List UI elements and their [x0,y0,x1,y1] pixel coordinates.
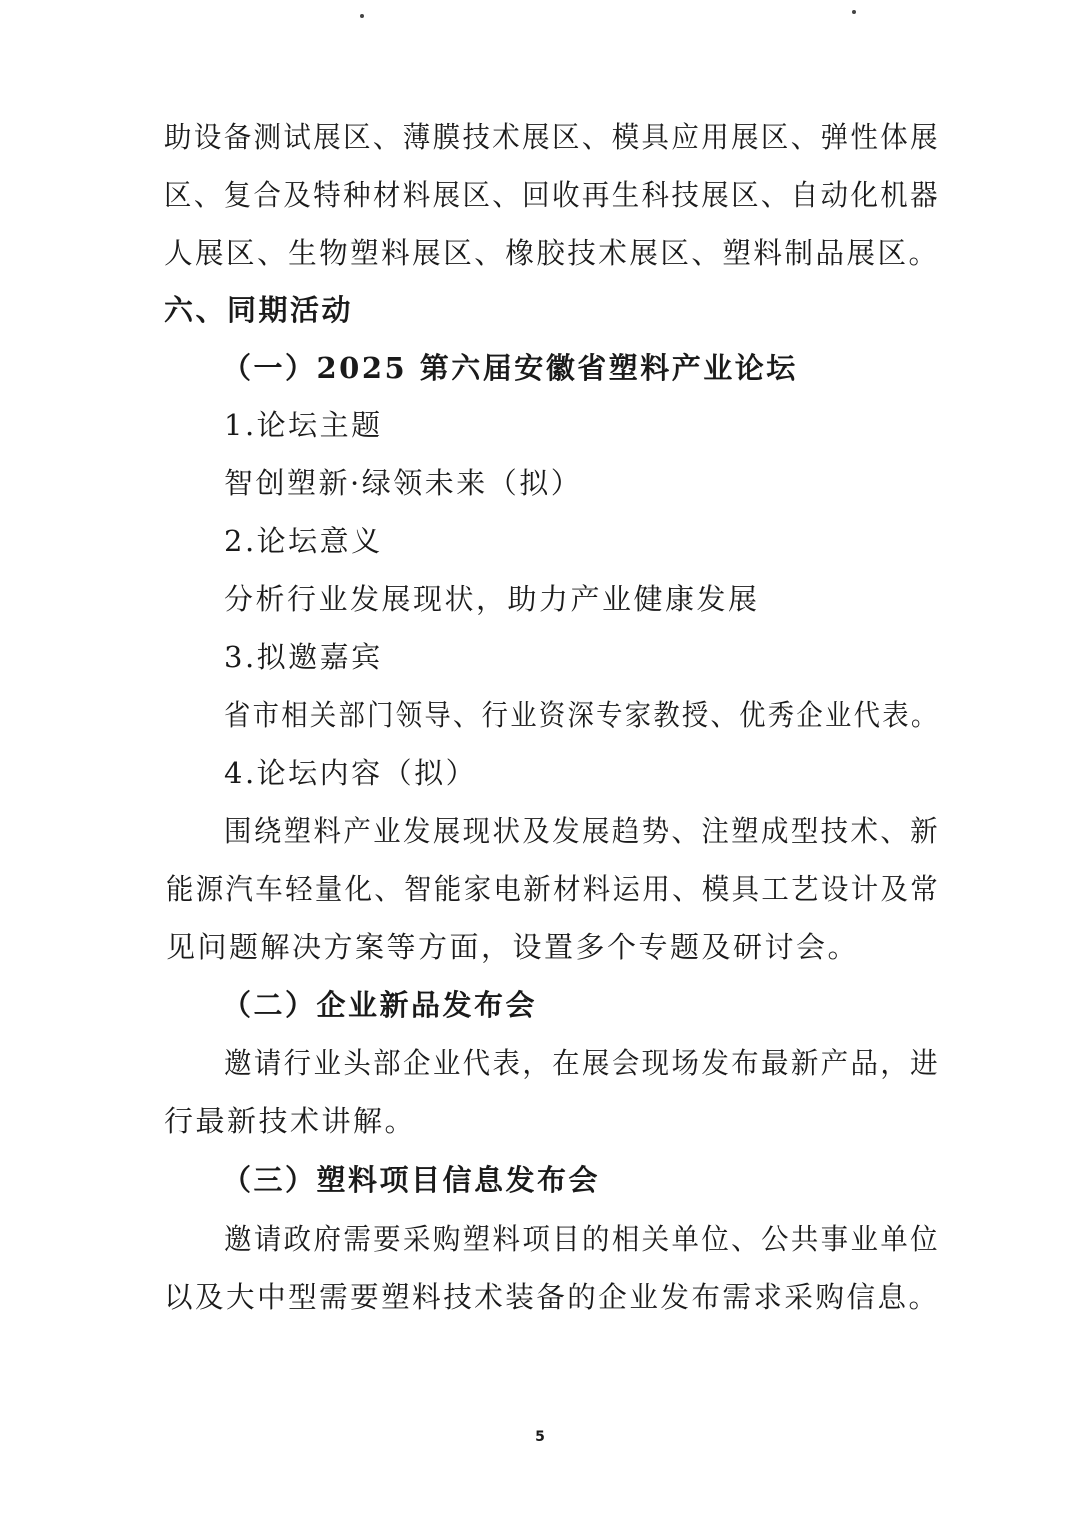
scan-mark-left [360,14,364,18]
body-line: 围绕塑料产业发展现状及发展趋势、注塑成型技术、新 [224,814,941,848]
page-number: 5 [535,1429,545,1445]
subsection-heading: （二）企业新品发布会 [222,988,538,1022]
body-line: 见问题解决方案等方面，设置多个专题及研讨会。 [166,930,860,964]
body-line: 分析行业发展现状，助力产业健康发展 [224,582,760,616]
body-line: 行最新技术讲解。 [164,1104,417,1138]
subsection-heading: （一）2025 第六届安徽省塑料产业论坛 [222,351,798,385]
subsection-heading: （三）塑料项目信息发布会 [222,1163,601,1197]
item-heading: 3.拟邀嘉宾 [224,640,383,674]
body-line: 能源汽车轻量化、智能家电新材料运用、模具工艺设计及常 [166,872,941,906]
body-line: 邀请政府需要采购塑料项目的相关单位、公共事业单位 [224,1222,941,1256]
body-line: 以及大中型需要塑料技术装备的企业发布需求采购信息。 [164,1280,940,1314]
body-line: 省市相关部门领导、行业资深专家教授、优秀企业代表。 [224,698,940,732]
section-heading: 六、同期活动 [164,293,354,327]
scan-mark-right [852,10,856,14]
body-line: 人展区、生物塑料展区、橡胶技术展区、塑料制品展区。 [164,236,940,270]
item-heading: 1.论坛主题 [224,408,383,442]
body-line: 智创塑新·绿领未来（拟） [224,466,583,500]
item-heading: 4.论坛内容（拟） [224,756,478,790]
body-line: 助设备测试展区、薄膜技术展区、模具应用展区、弹性体展 [164,120,941,154]
body-line: 区、复合及特种材料展区、回收再生科技展区、自动化机器 [164,178,941,212]
item-heading: 2.论坛意义 [224,524,383,558]
body-line: 邀请行业头部企业代表，在展会现场发布最新产品，进 [224,1046,941,1080]
